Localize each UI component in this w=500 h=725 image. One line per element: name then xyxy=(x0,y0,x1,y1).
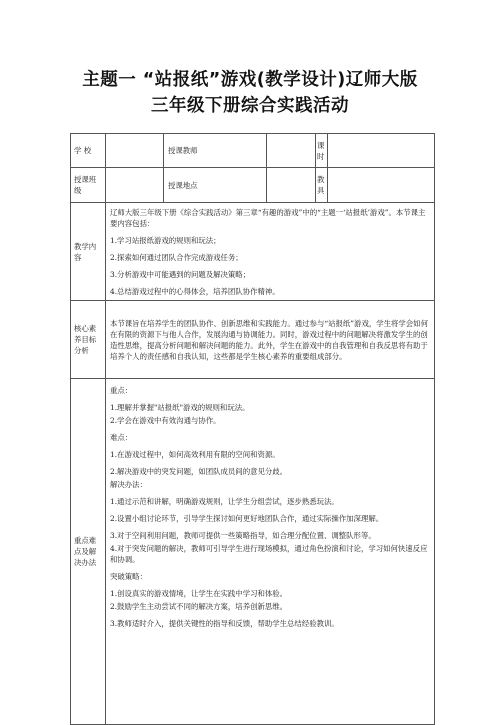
solution-title: 解决办法： xyxy=(110,480,147,489)
document-title-line1: 主题一 “站报纸”游戏(教学设计)辽师大版 xyxy=(82,70,418,90)
solution-item: 4.对于突发问题的解决，教师可引导学生进行现场模拟，通过角色扮演和讨论，学习如何快速反应和协调。 xyxy=(110,544,428,564)
teacher-label: 授课教师 xyxy=(164,134,267,168)
document-title-line2: 三年级下册综合实践活动 xyxy=(151,96,349,116)
content-label: 教学内容 xyxy=(71,203,106,301)
solution-item: 3.对于空间利用问题，教师可提供一些策略指导，如合理分配位置、调整队形等。 xyxy=(110,531,376,540)
content-item: 4.总结游戏过程中的心得体会，培养团队协作精神。 xyxy=(110,286,280,296)
class-hours-label: 课时 xyxy=(316,134,328,168)
breakthrough-item: 2.鼓励学生主动尝试不同的解决方案，培养创新思维。 xyxy=(110,602,288,611)
difficulty-title: 难点： xyxy=(110,433,133,442)
content-item: 2.探索如何通过团队合作完成游戏任务； xyxy=(110,252,243,262)
school-label: 学 校 xyxy=(71,134,106,168)
breakthrough-item: 3.教师适时介入，提供关键性的指导和反馈，帮助学生总结经验教训。 xyxy=(110,619,339,628)
breakthrough-title: 突破策略： xyxy=(110,572,147,581)
literacy-text: 本节课旨在培养学生的团队协作、创新思维和实践能力。通过参与“站报纸”游戏，学生将学会如何在有限的资源下与他人合作，发展沟通与协调能力。同时，游戏过程中的问题解决将激发学生的创造性思维，提高分析问题和解决问题的能力。此外，学生在游戏中的自我管理和自我反思将有助于培养个人的责任感和自我认知，这些都是学生核心素养的重要组成部分。 xyxy=(110,318,428,361)
content-item: 1.学习站报纸游戏的规则和玩法； xyxy=(110,235,221,245)
focus-item: 2.学会在游戏中有效沟通与协作。 xyxy=(110,416,221,425)
content-intro: 辽师大版三年级下册《综合实践活动》第三章“有趣的游戏”中的“主题一‘站报纸’游戏”。本节课主要内容包括： xyxy=(110,207,426,228)
class-label: 授课班级 xyxy=(71,168,106,203)
focus-item: 1.理解并掌握"站报纸"游戏的规则和玩法。 xyxy=(110,403,250,412)
class-value xyxy=(106,168,164,203)
header-row-2 xyxy=(71,168,435,203)
literacy-row xyxy=(71,301,435,379)
teacher-value xyxy=(267,134,316,168)
difficulty-item: 2.解决游戏中的突发问题，如团队成员间的意见分歧。 xyxy=(110,467,288,476)
content-cell xyxy=(106,203,435,301)
literacy-cell xyxy=(106,301,435,379)
header-row-1 xyxy=(71,134,435,168)
content-item: 3.分析游戏中可能遇到的问题及解决策略； xyxy=(110,269,251,279)
solution-item: 1.通过示范和讲解，明确游戏规则，让学生分组尝试，逐步熟悉玩法。 xyxy=(110,497,339,506)
keypoints-cell xyxy=(106,379,435,725)
location-label: 授课地点 xyxy=(164,168,267,203)
keypoints-row xyxy=(71,379,435,725)
focus-title: 重点： xyxy=(110,386,133,395)
lesson-plan-table xyxy=(70,133,435,725)
school-value xyxy=(106,134,164,168)
textbook-value xyxy=(328,168,435,203)
difficulty-item: 1.在游戏过程中，如何高效利用有限的空间和资源。 xyxy=(110,450,280,459)
solution-item: 2.设置小组讨论环节，引导学生探讨如何更好地团队合作，通过实际操作加深理解。 xyxy=(110,514,384,523)
keypoints-label: 重点难点及解决办法 xyxy=(71,379,106,725)
literacy-label: 核心素养目标分析 xyxy=(71,301,106,379)
location-value xyxy=(267,168,316,203)
class-hours-value xyxy=(328,134,435,168)
content-row xyxy=(71,203,435,301)
breakthrough-item: 1.创设真实的游戏情境，让学生在实践中学习和体验。 xyxy=(110,589,288,598)
textbook-label: 教具 xyxy=(316,168,328,203)
